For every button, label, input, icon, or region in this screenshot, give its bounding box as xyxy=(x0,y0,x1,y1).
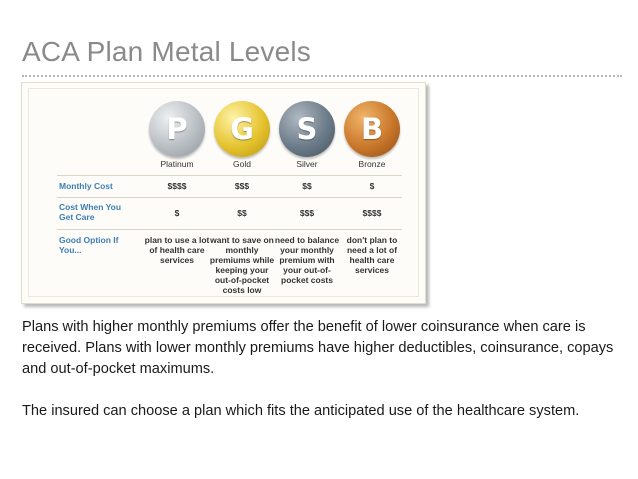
body-paragraph: Plans with higher monthly premiums offer the benefit of lower coinsurance when care is received. Plans with lower monthly premiums have higher deductibles, coinsurance, copays and out-of-pocket maximums. xyxy=(22,319,614,377)
slide-title: ACA Plan Metal Levels xyxy=(22,36,312,67)
metal-levels-figure xyxy=(21,82,426,304)
table-divider xyxy=(57,229,402,230)
row-label-cost-when-you-get-care: Cost When You Get Care xyxy=(59,202,122,222)
table-cell: $$$$ xyxy=(362,208,382,218)
table-cell: want to save on monthly premiums while keeping your out-of-pocket costs low xyxy=(209,235,275,295)
table-cell: $$$$ xyxy=(167,181,187,191)
row-label-good-option: Good Option If You... xyxy=(59,235,119,255)
table-divider xyxy=(57,197,402,198)
table-cell: $$$ xyxy=(299,208,315,218)
table-cell: $$ xyxy=(302,181,312,191)
gold-medal-letter: G xyxy=(230,112,254,146)
silver-medal-icon xyxy=(279,101,335,157)
silver-medal-letter: S xyxy=(296,112,318,146)
figure-frame xyxy=(28,88,419,297)
tier-name-bronze: Bronze xyxy=(358,159,386,169)
table-divider xyxy=(57,175,402,176)
table-cell: need to balance your monthly premium with your out-of-pocket costs xyxy=(274,235,340,285)
platinum-medal-letter: P xyxy=(166,112,188,146)
tier-name-platinum: Platinum xyxy=(160,159,194,169)
bronze-medal-letter: B xyxy=(360,112,384,146)
table-cell: don't plan to need a lot of health care services xyxy=(346,235,398,275)
gold-medal-icon xyxy=(214,101,270,157)
row-label-monthly-cost: Monthly Cost xyxy=(59,181,113,191)
table-cell: $ xyxy=(174,208,180,218)
bronze-medal-icon xyxy=(344,101,400,157)
platinum-medal-icon xyxy=(149,101,205,157)
title-divider xyxy=(22,75,622,77)
slide-body xyxy=(22,317,622,422)
body-paragraph: The insured can choose a plan which fits the anticipated use of the healthcare system. xyxy=(22,403,580,419)
tier-name-gold: Gold xyxy=(233,159,251,169)
table-cell: plan to use a lot of health care services xyxy=(144,235,210,265)
tier-name-silver: Silver xyxy=(296,159,318,169)
table-cell: $ xyxy=(369,181,375,191)
table-cell: $$ xyxy=(237,208,247,218)
table-cell: $$$ xyxy=(234,181,250,191)
